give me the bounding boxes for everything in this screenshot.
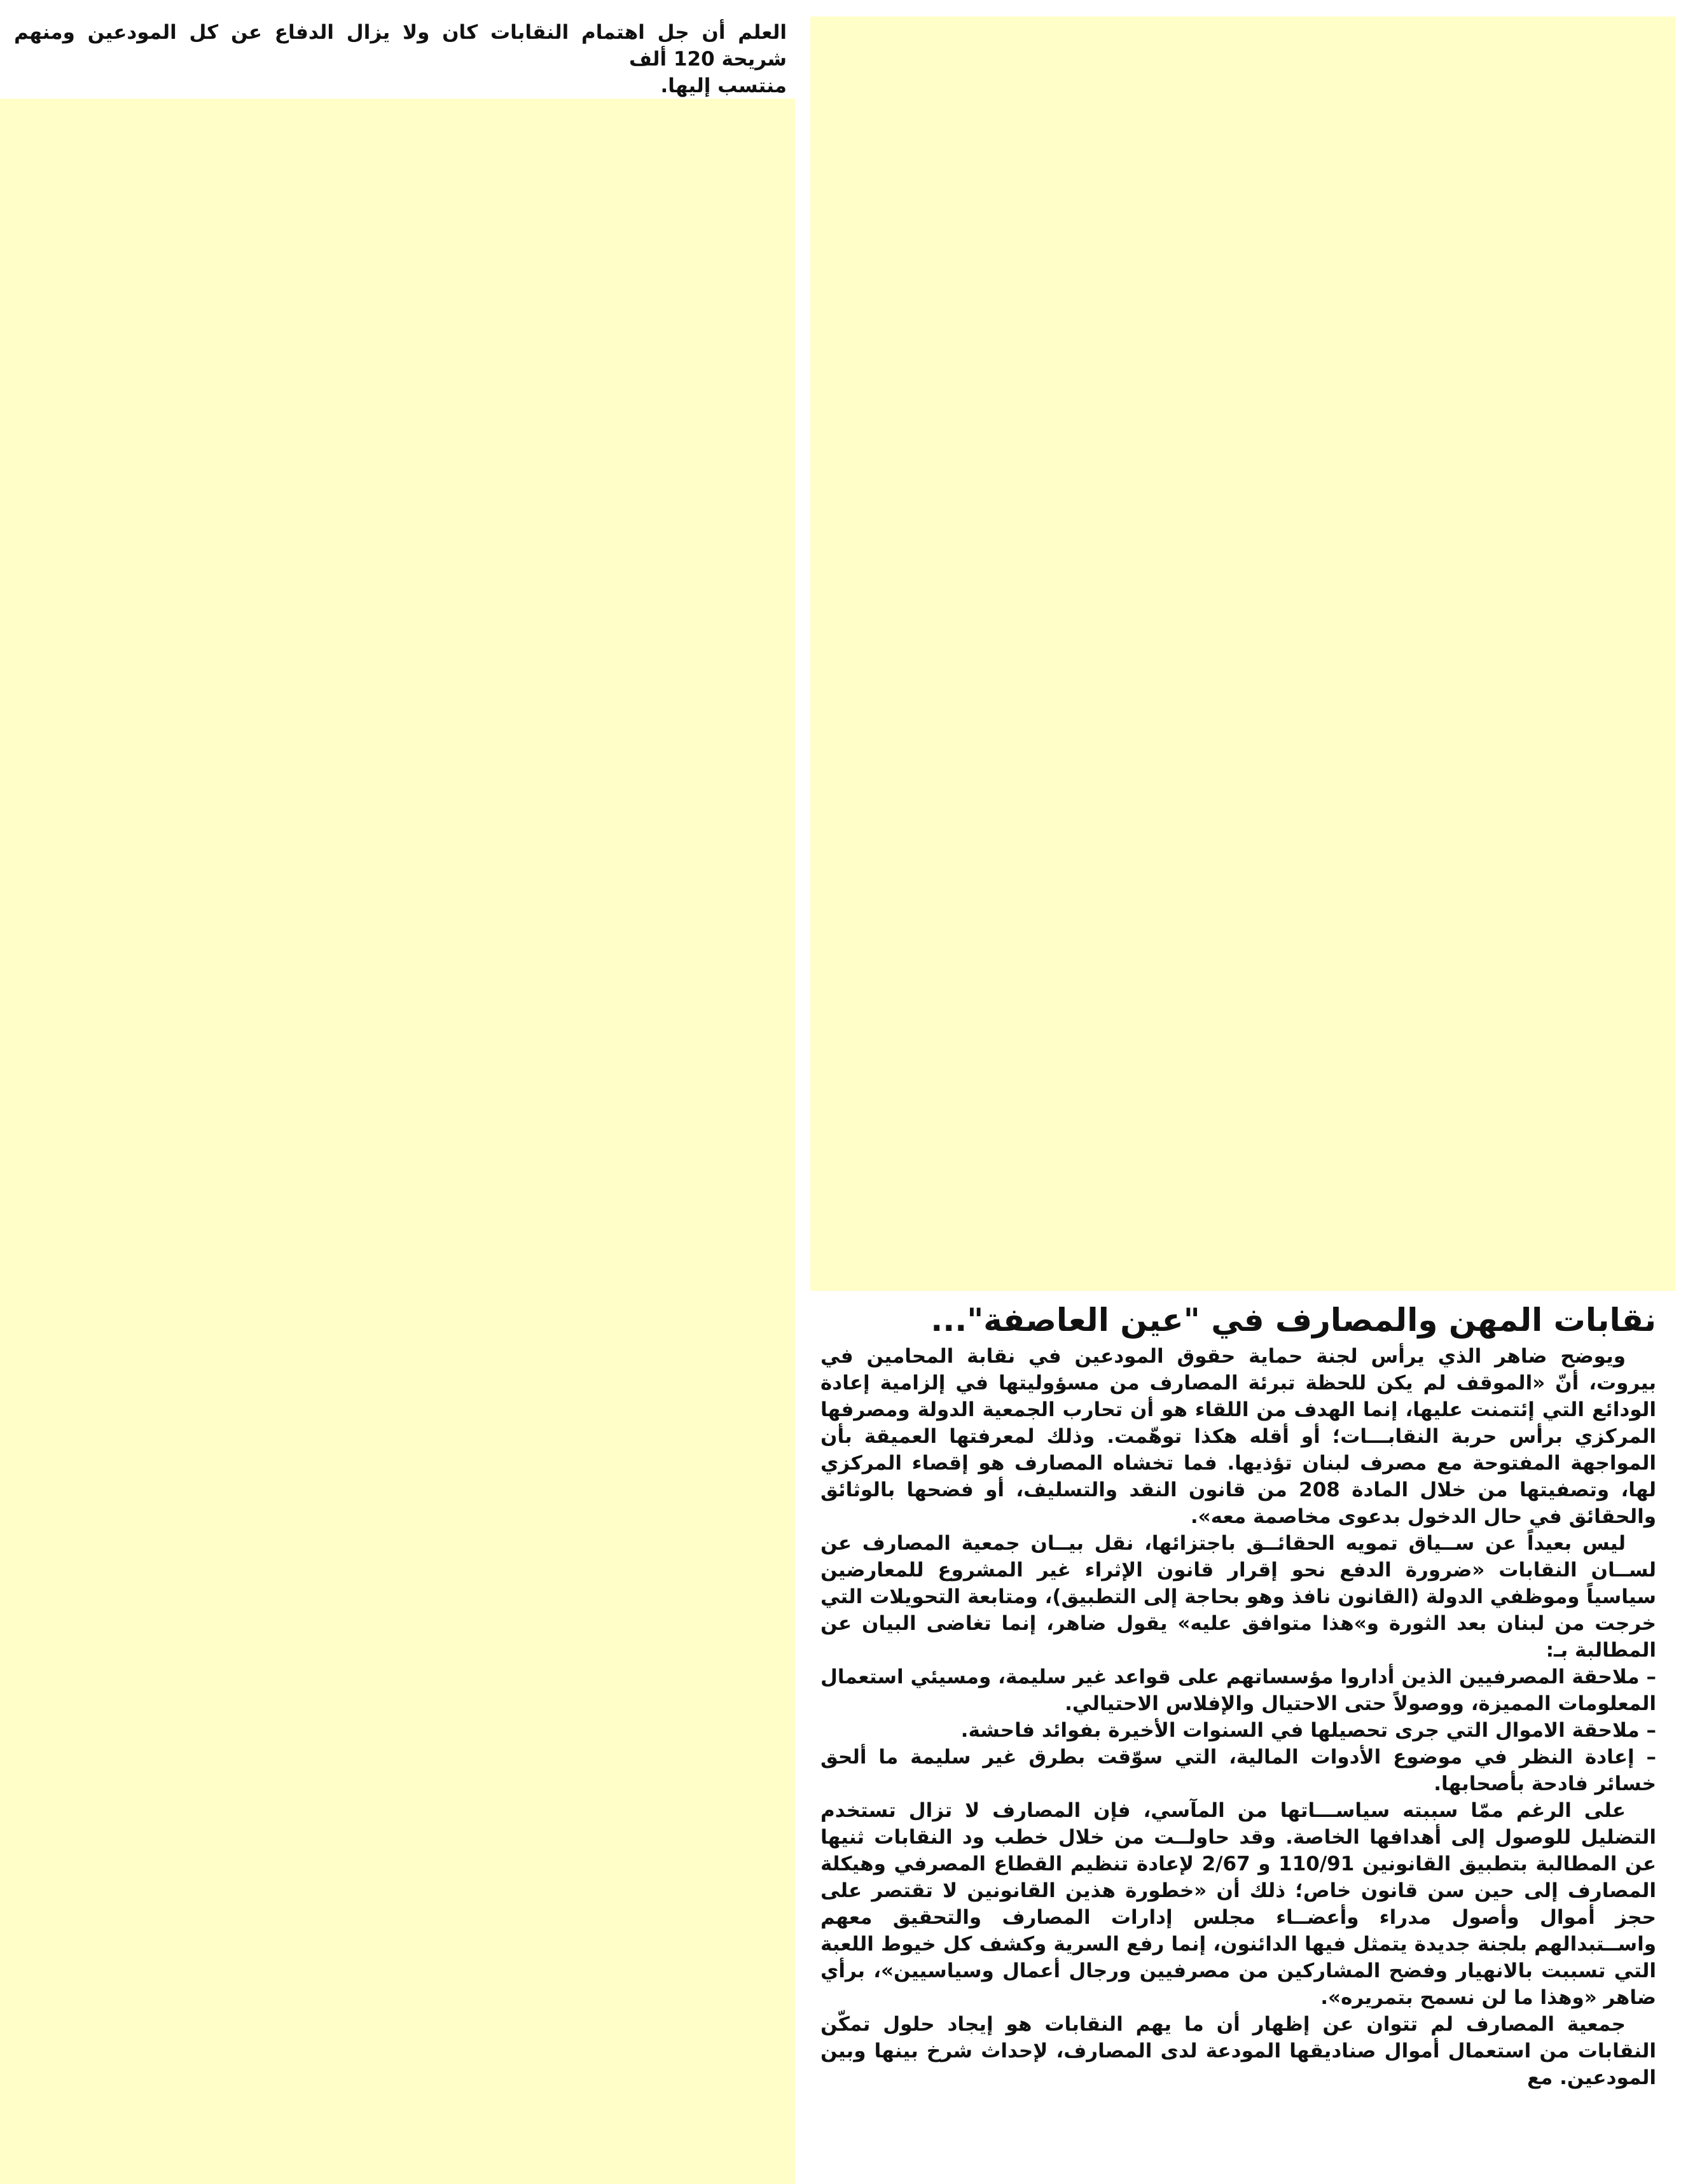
article-paragraph: جمعية المصارف لم تتوان عن إظهار أن ما يهم النقابات هو إيجاد حلول تمكّن النقابات من استعمال أموال صناديقها المودعة لدى المصارف، لإحداث شرخ بينها وبين المودعين. مع [820, 2013, 1656, 2089]
top-note-line-2: منتسب إليها. [660, 74, 787, 97]
article-paragraph: على الرغم ممّا سببته سياســـاتها من المآسي، فإن المصارف لا تزال تستخدم التضليل للوصول إلى أهدافها الخاصة. وقد حاولــت من خلال خطب ود النقابات ثنيها عن المطالبة بتطبيق القانونين 110/91 و 2/67 لإعادة تنظيم القطاع المصرفي وهيكلة المصارف إلى حين سن قانون خاص؛ ذلك أن «خطورة هذين القانونين لا تقتصر على حجز أموال وأصول مدراء وأعضــاء مجلس إدارات المصارف والتحقيق معهم واســتبدالهم بلجنة جديدة يتمثل فيها الدائنون، إنما رفع السرية وكشف كل خيوط اللعبة التي تسببت بالانهيار وفضح المشاركين من مصرفيين ورجال أعمال وسياسيين»، برأي ضاهر «وهذا ما لن نسمح بتمريره». [820, 1799, 1657, 2009]
article-paragraph: ليس بعيداً عن ســياق تمويه الحقائــق باجتزائها، نقل بيــان جمعية المصارف عن لســان النقابات «ضرورة الدفع نحو إقرار قانون الإثراء غير المشروع للمعارضين سياسياً وموظفي الدولة (القانون نافذ وهو بحاجة إلى التطبيق)، ومتابعة التحويلات التي خرجت من لبنان بعد الثورة و»هذا متوافق عليه» يقول ضاهر، إنما تغاضى البيان عن المطالبة بـ: [820, 1532, 1656, 1662]
article [820, 1301, 1656, 2091]
article-bullet: – ملاحقة المصرفيين الذين أداروا مؤسساتهم على قواعد غير سليمة، ومسيئي استعمال المعلومات المميزة، ووصولاً حتى الاحتيال والإفلاس الاحتيالي. [820, 1666, 1656, 1715]
article-bullet: – إعادة النظر في موضوع الأدوات المالية، التي سوّقت بطرق غير سليمة ما ألحق خسائر فادحة بأصحابها. [820, 1746, 1656, 1795]
top-note [14, 19, 787, 99]
article-headline: نقابات المهن والمصارف في "عين العاصفة"... [930, 1302, 1656, 1339]
top-note-line-1: العلم أن جل اهتمام النقابات كان ولا يزال الدفاع عن كل المودعين ومنهم شريحة 120 ألف [14, 21, 787, 71]
article-bullet: – ملاحقة الاموال التي جرى تحصيلها في السنوات الأخيرة بفوائد فاحشة. [960, 1719, 1656, 1742]
blank-panel-left [0, 99, 795, 2184]
article-paragraph: ويوضح ضاهر الذي يرأس لجنة حماية حقوق المودعين في نقابة المحامين في بيروت، أنّ «الموقف لم يكن للحظة تبرئة المصارف من مسؤوليتها في إلزامية إعادة الودائع التي إئتمنت عليها، إنما الهدف من اللقاء هو أن تحارب الجمعية الدولة ومصرفها المركزي برأس حربة النقابـــات؛ أو أقله هكذا توهّمت. وذلك لمعرفتها العميقة بأن المواجهة المفتوحة مع مصرف لبنان تؤذيها. فما تخشاه المصارف هو إقصاء المركزي لها، وتصفيتها من خلال المادة 208 من قانون النقد والتسليف، أو فضحها بالوثائق والحقائق في حال الدخول بدعوى مخاصمة معه». [820, 1345, 1656, 1528]
article-body [820, 1343, 1656, 2091]
blank-panel-right-top [810, 17, 1675, 1291]
